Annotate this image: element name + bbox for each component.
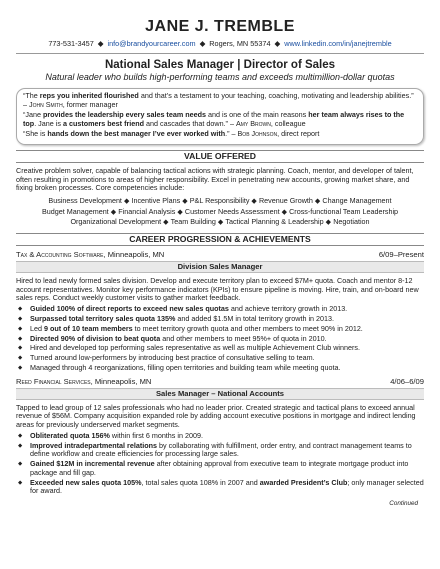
diamond-bullet-icon: ◆	[314, 195, 321, 205]
tagline: Natural leader who builds high-performing teams and exceeds multimillion-dollar quotas	[45, 72, 395, 82]
diamond-bullet-icon: ◆	[251, 195, 257, 205]
competency: Financial Analysis	[118, 206, 176, 216]
testimonial-highlight: her team always rises to the top	[23, 110, 405, 128]
competency-row	[16, 217, 424, 228]
achievement-item: ◆ Led 9 out of 10 team members to meet territory growth quota and other members to meet 90% in 2012.	[30, 325, 424, 334]
testimonial-highlight: hands down the best manager I’ve ever worked with	[47, 129, 226, 139]
achievement-item: ◆ Guided 100% of direct reports to exceed new sales quotas and achieve territory growth in 2013.	[30, 305, 424, 314]
separator-diamond-icon: ◆	[97, 39, 104, 48]
competency-row	[16, 207, 424, 218]
achievement-item: ◆ Obliterated quota 156% within first 6 months in 2009.	[30, 432, 424, 441]
diamond-bullet-icon: ◆	[163, 217, 169, 227]
job-description: Hired to lead newly formed sales division. Develop and execute territory plan to exceed $7M+ quota. Coach and mentor 8-12 account representatives. Monitor key performance indicators (KPIs) to ensure pipeline is moving. Hire, train, and on-board new sales reps. Conduct weekly customer visits to gather market feedback.	[16, 276, 419, 303]
diamond-bullet-icon: ◆	[110, 206, 117, 216]
job-dates: 6/09–Present	[378, 250, 424, 260]
testimonial-author: Amy Brown	[235, 118, 271, 128]
achievement-item: ◆ Hired and developed top performing sales representative as well as multiple Achievement Club winners.	[30, 344, 424, 353]
achievement-item: ◆ Turned around low-performers by introducing best practice of consultative selling to team.	[30, 354, 424, 363]
achievement-item: ◆ Surpassed total territory sales quota 135% and added $1.5M in total territory growth in 2013.	[30, 315, 424, 324]
testimonial-highlight: reps you inherited flourished	[39, 91, 139, 100]
testimonial-author: John Smith	[29, 99, 63, 109]
competency: Change Management	[322, 195, 392, 205]
job-location: , Minneapolis, MN	[90, 376, 152, 386]
testimonial: “Jane provides the leadership every sales team needs and is one of the main reasons her team always rises to the top. Jane is a customers best friend and cascades that down.” – Amy Brown, colleague	[23, 110, 405, 128]
job-description: Tapped to lead group of 12 sales professionals who had no leader prior. Created strategic and tactical plans to exceed annual revenue of $56M. Company acquisition expanded role by adding account executive positions in mortgage and indirect lending areas for previously underserved market segments.	[16, 402, 416, 430]
competency: Tactical Planning & Leadership	[225, 217, 324, 227]
diamond-bullet-icon: ◆	[217, 217, 224, 227]
testimonials-box	[16, 88, 424, 145]
competency: Revenue Growth	[258, 195, 313, 205]
achievement-item: ◆ Exceeded new sales quota 105%, total sales quota 108% in 2007 and awarded President’s Club; only manager selected for award.	[30, 479, 424, 496]
job-title: Division Sales Manager	[16, 261, 424, 273]
competency: Budget Management	[41, 206, 109, 216]
achievement-item: ◆ Directed 90% of division to beat quota and other members to meet 95%+ of quota in 2010.	[30, 335, 424, 344]
testimonial-highlight: a customers best friend	[62, 118, 145, 128]
email-link[interactable]: info@brandyourcareer.com	[107, 39, 196, 48]
diamond-bullet-icon: ◆	[182, 195, 188, 205]
testimonial-author: Bob Johnson	[237, 129, 278, 139]
testimonial: “The reps you inherited flourished and that’s a testament to your teaching, coaching, motivating and leadership abilities.” – John Smith, former manager	[23, 91, 414, 109]
job-title: Sales Manager – National Accounts	[16, 388, 424, 400]
competency: Incentive Plans	[131, 195, 181, 205]
job-header	[16, 250, 424, 260]
competency: Team Building	[170, 217, 216, 227]
diamond-bullet-icon: ◆	[123, 195, 130, 205]
competency: Negotiation	[333, 217, 370, 227]
testimonial: “She is hands down the best manager I’ve ever worked with.” – Bob Johnson, direct report	[23, 129, 320, 139]
header-divider	[16, 53, 424, 54]
job-entry	[16, 377, 424, 496]
achievement-item: ◆ Managed through 4 reorganizations, filling open territories and building team while meeting quota.	[30, 364, 424, 373]
achievement-list	[16, 305, 424, 373]
candidate-name: JANE J. TREMBLE	[145, 18, 295, 35]
company-name: Reed Financial Services	[16, 376, 91, 386]
section-title-value-offered: VALUE OFFERED	[16, 150, 424, 163]
competency: Business Development	[48, 195, 122, 205]
diamond-bullet-icon: ◆	[325, 217, 332, 227]
achievement-item: ◆ Gained $12M in incremental revenue after obtaining approval from executive team to integrate mortgage product into package and fill gap.	[30, 460, 424, 477]
separator-diamond-icon: ◆	[274, 39, 281, 48]
competency: Organizational Development	[70, 217, 162, 227]
value-summary: Creative problem solver, capable of balancing tactical actions with strategic planning. Coach, mentor, and developer of talent, often resulting in promotions to areas of higher responsibility. Excel in penetrating new accounts, growing market share, and fixing broken processes. Core competencies include:	[16, 165, 414, 193]
core-competencies	[16, 196, 424, 228]
testimonial-highlight: provides the leadership every sales team needs	[42, 110, 206, 120]
contact-line	[0, 39, 440, 49]
diamond-bullet-icon: ◆	[177, 206, 183, 216]
diamond-bullet-icon: ◆	[281, 206, 288, 216]
section-title-career: CAREER PROGRESSION & ACHIEVEMENTS	[16, 233, 424, 246]
competency: Customer Needs Assessment	[184, 206, 280, 216]
headline: National Sales Manager | Director of Sales	[104, 59, 336, 71]
achievement-list	[16, 432, 424, 496]
continued-note: Continued	[389, 499, 418, 507]
separator-diamond-icon: ◆	[199, 39, 206, 48]
job-entry	[16, 250, 424, 373]
competency: P&L Responsibility	[189, 195, 250, 205]
competency-row	[16, 196, 424, 207]
competency: Cross-functional Team Leadership	[289, 206, 399, 216]
phone-number: 773-531-3457	[48, 39, 94, 48]
job-header	[16, 377, 424, 387]
linkedin-link[interactable]: www.linkedin.com/in/janejtremble	[284, 39, 392, 48]
achievement-item: ◆ Improved intradepartmental relations by collaborating with fulfillment, order entry, and contract management teams to define workflow and create efficiencies for processing large sales.	[30, 442, 424, 459]
location: Rogers, MN 55374	[209, 39, 271, 48]
job-location: , Minneapolis, MN	[103, 250, 165, 260]
company-name: Tax & Accounting Software	[16, 250, 104, 260]
job-dates: 4/06–6/09	[390, 376, 424, 386]
